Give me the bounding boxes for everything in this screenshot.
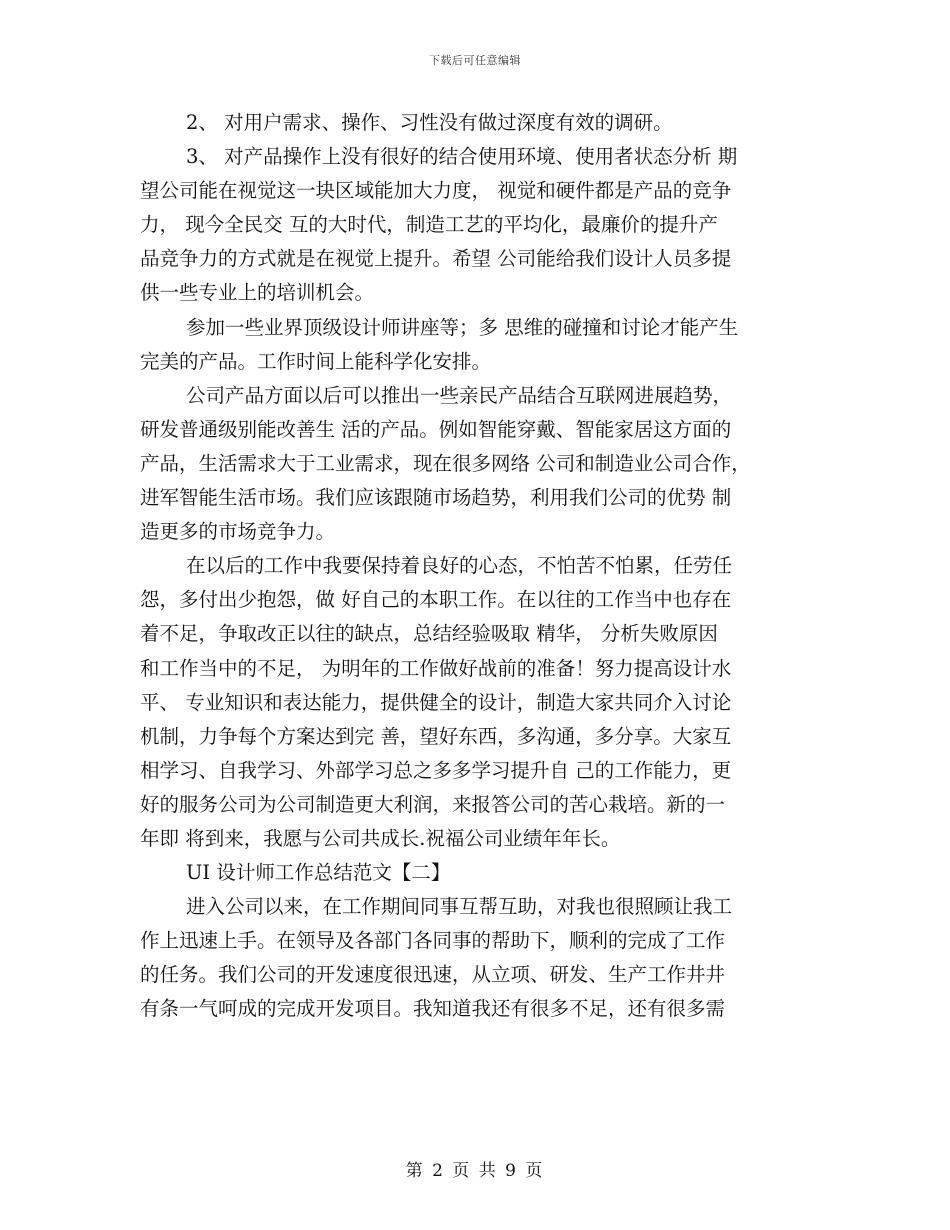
paragraph-training <box>140 311 810 379</box>
paragraph-item-2 <box>140 106 810 140</box>
text-line: 作上迅速上手。在领导及各部门各同事的帮助下，顺利的完成了工作 <box>140 929 726 953</box>
text-line: 供一些专业上的培训机会。 <box>140 281 375 305</box>
text-line: 平、 专业知识和表达能力，提供健全的设计，制造大家共同介入讨论 <box>140 690 732 714</box>
text-line: 好的服务公司为公司制造更大利润，来报答公司的苦心栽培。新的一 <box>140 792 726 816</box>
heading-line: UI 设计师工作总结范文【二】 <box>186 861 451 885</box>
text-line: 和工作当中的不足， 为明年的工作做好战前的准备！努力提高设计水 <box>140 656 732 680</box>
text-line: 完美的产品。工作时间上能科学化安排。 <box>140 349 492 373</box>
text-line: 望公司能在视觉这一块区域能加大力度， 视觉和硬件都是产品的竞争 <box>140 179 732 203</box>
text-line: 在以后的工作中我要保持着良好的心态，不怕苦不怕累，任劳任 <box>186 554 733 578</box>
text-line: 年即 将到来，我愿与公司共成长.祝福公司业绩年年长。 <box>140 826 621 850</box>
text-line: 品竞争力的方式就是在视觉上提升。希望 公司能给我们设计人员多提 <box>140 247 732 271</box>
paragraph-item-3 <box>140 140 810 310</box>
text-line: 公司产品方面以后可以推出一些亲民产品结合互联网进展趋势， <box>186 383 733 407</box>
paragraph-joining <box>140 890 810 1026</box>
paragraph-products <box>140 379 810 549</box>
text-line: 研发普通级别能改善生 活的产品。例如智能穿戴、智能家居这方面的 <box>140 417 732 441</box>
text-line: 进入公司以来，在工作期间同事互帮互助，对我也很照顾让我工 <box>186 895 733 919</box>
text-line: 的任务。我们公司的开发速度很迅速，从立项、研发、生产工作井井 <box>140 963 726 987</box>
document-body <box>140 106 810 1027</box>
text-line: 参加一些业界顶级设计师讲座等；多 思维的碰撞和讨论才能产生 <box>186 315 739 339</box>
page-number-footer: 第 2 页 共 9 页 <box>405 1161 545 1181</box>
page-header: 下载后可任意编辑 <box>429 54 521 67</box>
text-line: 造更多的市场竞争力。 <box>140 520 336 544</box>
text-line: 2、 对用户需求、操作、习性没有做过深度有效的调研。 <box>186 111 673 134</box>
text-line: 怨，多付出少抱怨，做 好自己的本职工作。在以往的工作当中也存在 <box>140 588 732 612</box>
text-line: 机制，力争每个方案达到完 善，望好东西，多沟通，多分享。大家互 <box>140 724 732 748</box>
text-line: 有条一气呵成的完成开发项目。我知道我还有很多不足，还有很多需 <box>140 997 726 1021</box>
section-heading <box>140 856 810 890</box>
paragraph-attitude <box>140 549 810 856</box>
text-line: 进军智能生活市场。我们应该跟随市场趋势，利用我们公司的优势 制 <box>140 486 732 510</box>
text-line: 力， 现今全民交 互的大时代，制造工艺的平均化，最廉价的提升产 <box>140 213 718 237</box>
text-line: 着不足，争取改正以往的缺点，总结经验吸取 精华， 分析失败原因 <box>140 622 718 646</box>
text-line: 产品，生活需求大于工业需求，现在很多网络 公司和制造业公司合作， <box>140 451 751 475</box>
text-line: 相学习、自我学习、外部学习总之多多学习提升自 己的工作能力，更 <box>140 758 732 782</box>
text-line: 3、 对产品操作上没有很好的结合使用环境、使用者状态分析 期 <box>186 145 738 169</box>
